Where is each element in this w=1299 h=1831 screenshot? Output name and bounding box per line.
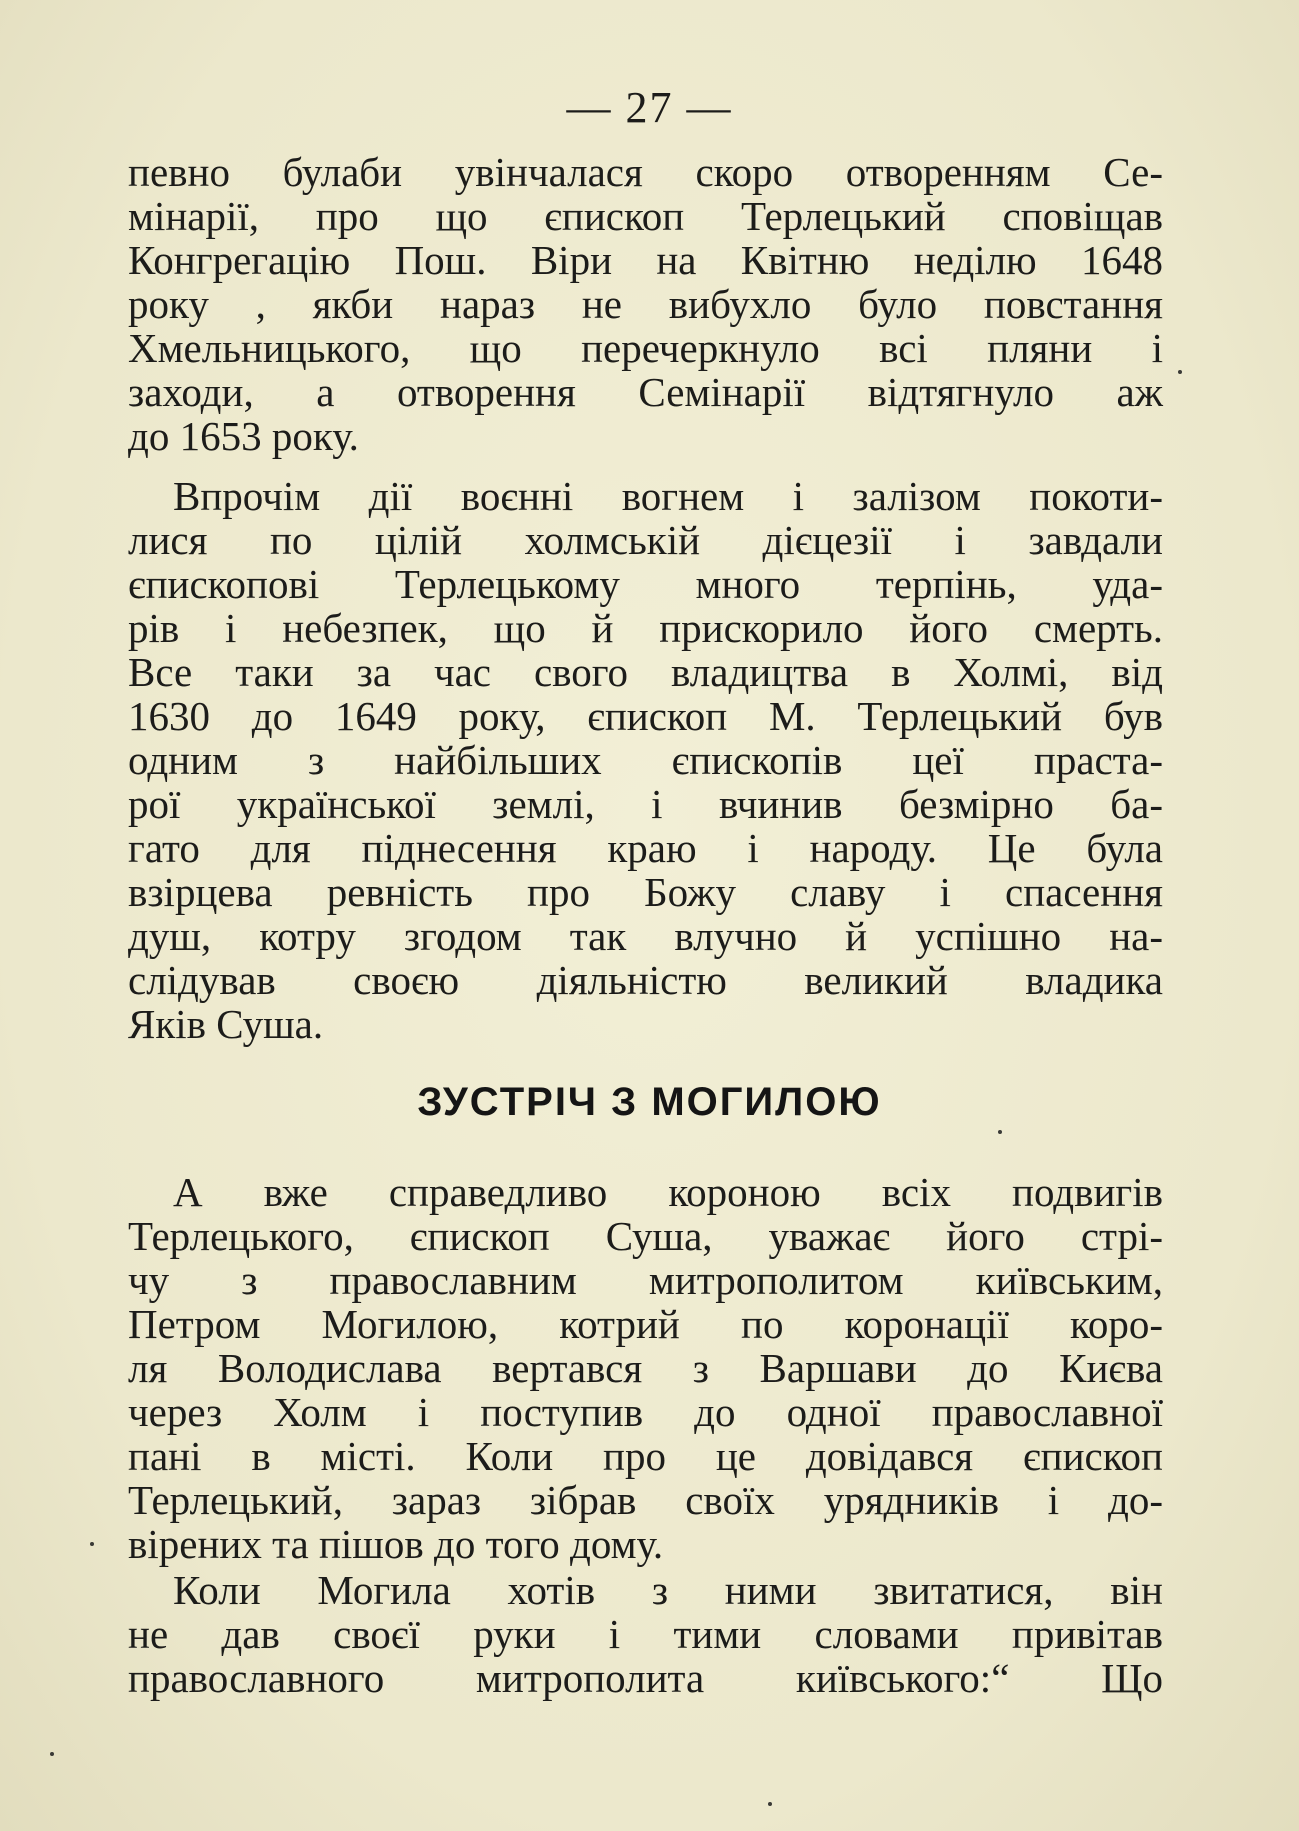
text-line: рої української землі, і вчинив безмірно ба- [128, 781, 1163, 827]
text-line: Яків Суша. [128, 1001, 324, 1047]
text-line: взірцева ревність про Божу славу і спасення [128, 869, 1163, 915]
text-line: А вже справедливо короною всіх подвигів [173, 1169, 1163, 1215]
scan-speck [998, 1130, 1002, 1134]
text-line: гато для піднесення краю і народу. Це була [128, 825, 1163, 871]
text-line: православного митрополита київського:“ Що [128, 1655, 1163, 1701]
text-line: Все таки за час свого владицтва в Холмі, від [128, 649, 1163, 695]
text-line: року , якби нараз не вибухло було повстання [128, 281, 1163, 327]
paragraph-3 [128, 1170, 1163, 1566]
text-line: Терлецького, єпископ Суша, уважає його стрі- [128, 1213, 1163, 1259]
text-line: слідував своєю діяльністю великий владика [128, 957, 1163, 1003]
section-heading: ЗУСТРІЧ З МОГИЛОЮ [417, 1080, 882, 1124]
text-line: певно булаби увінчалася скоро отворенням Се- [128, 149, 1163, 195]
text-line: Конгрегацію Пош. Віри на Квітню неділю 1648 [128, 237, 1163, 283]
scan-speck [768, 1802, 772, 1806]
text-line: душ, котру згодом так влучно й успішно на- [128, 913, 1163, 959]
text-line: одним з найбільших єпископів цеї праста- [128, 737, 1163, 783]
text-line: мінарії, про що єпископ Терлецький сповіщав [128, 193, 1163, 239]
text-line: до 1653 року. [128, 413, 359, 459]
text-line: Петром Могилою, котрий по коронації коро- [128, 1301, 1163, 1347]
text-line: заходи, а отворення Семінарії відтягнуло аж [128, 369, 1163, 415]
paragraph-1 [128, 150, 1163, 458]
scan-speck [90, 1542, 94, 1546]
text-line: єпископові Терлецькому много терпінь, уда- [128, 561, 1163, 607]
page-number: — 27 — [566, 83, 733, 132]
paragraph-2 [128, 474, 1163, 1046]
scan-speck [50, 1752, 54, 1756]
text-line: пані в місті. Коли про це довідався єпископ [128, 1433, 1163, 1479]
text-line: Впрочім дії воєнні вогнем і залізом покоти- [173, 473, 1163, 519]
text-line: Коли Могила хотів з ними звитатися, він [173, 1567, 1163, 1613]
text-line: чу з православним митрополитом київським, [128, 1257, 1163, 1303]
text-line: 1630 до 1649 року, єпископ М. Терлецький був [128, 693, 1163, 739]
text-line: рів і небезпек, що й прискорило його смерть. [128, 605, 1163, 651]
text-line: не дав своєї руки і тими словами привітав [128, 1611, 1163, 1657]
text-line: вірених та пішов до того дому. [128, 1521, 664, 1567]
text-line: Хмельницького, що перечеркнуло всі пляни і [128, 325, 1163, 371]
text-line: лися по цілій холмській дієцезії і завдали [128, 517, 1163, 563]
text-line: Терлецький, зараз зібрав своїх урядників і до- [128, 1477, 1163, 1523]
scan-speck [1178, 370, 1182, 374]
text-line: ля Володислава вертався з Варшави до Києва [128, 1345, 1163, 1391]
paragraph-4 [128, 1568, 1163, 1700]
text-line: через Холм і поступив до одної православної [128, 1389, 1163, 1435]
